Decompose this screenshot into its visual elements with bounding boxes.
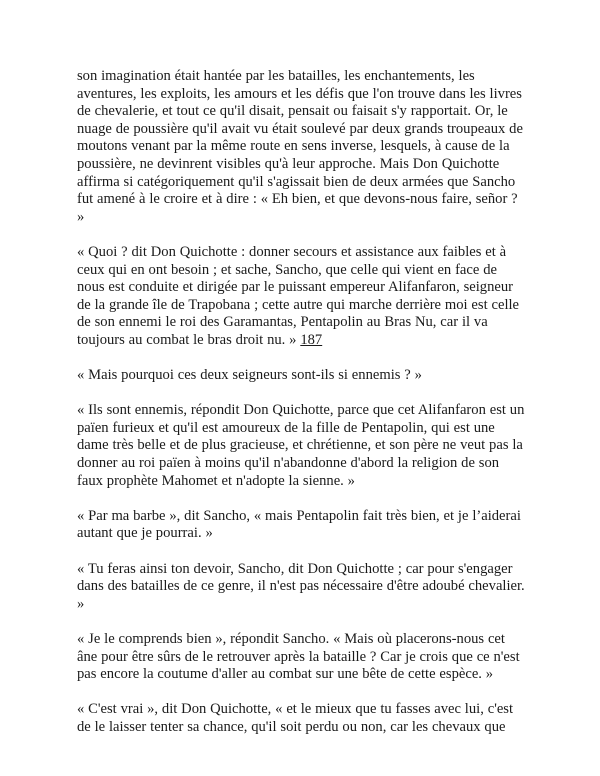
paragraph-2 bbox=[77, 244, 528, 350]
paragraph-5 bbox=[77, 508, 528, 543]
paragraph-1 bbox=[77, 68, 528, 226]
paragraph-text: « Tu feras ainsi ton devoir, Sancho, dit Don Quichotte ; car pour s'engager dans des batailles de ce genre, il n'est pas nécessaire d'être adoubé chevalier. » bbox=[77, 560, 525, 612]
paragraph-7 bbox=[77, 631, 528, 684]
paragraph-8 bbox=[77, 701, 528, 736]
paragraph-3 bbox=[77, 367, 528, 385]
paragraph-6 bbox=[77, 561, 528, 614]
paragraph-text: « C'est vrai », dit Don Quichotte, « et le mieux que tu fasses avec lui, c'est de le laisser tenter sa chance, qu'il soit perdu ou non, car les chevaux que bbox=[77, 701, 514, 735]
paragraph-text: « Quoi ? dit Don Quichotte : donner secours et assistance aux faibles et à ceux qui en ont besoin ; et sache, Sancho, que celle qui vient en face de nous est conduite et dirigée par le puissant empereur Alifanfaron, seigneur de la grande île de Trapobana ; cette autre qui marche derrière moi est celle de son ennemi le roi des Garamantas, Pentapolin au Bras Nu, car il va toujours au combat le bras droit nu. » bbox=[77, 243, 520, 348]
paragraph-text: « Je le comprends bien », répondit Sancho. « Mais où placerons-nous cet âne pour être sûrs de le retrouver après la bataille ? Car je crois que ce n'est pas encore la coutume d'aller au combat sur une bête de cette espèce. » bbox=[77, 631, 520, 683]
footnote-link-187[interactable]: 187 bbox=[300, 331, 323, 348]
paragraph-4 bbox=[77, 402, 528, 490]
paragraph-text: « Par ma barbe », dit Sancho, « mais Pentapolin fait très bien, et je l’aiderai autant que je pourrai. » bbox=[77, 507, 521, 542]
paragraph-text: « Ils sont ennemis, répondit Don Quichotte, parce que cet Alifanfaron est un païen furieux et qu'il est amoureux de la fille de Pentapolin, qui est une dame très belle et de plus gracieuse, et chrétienne, et son père ne veut pas la donner au roi païen à moins qu'il n'abandonne d'abord la religion de son faux prophète Mahomet et n'adopte la sienne. » bbox=[77, 402, 525, 489]
paragraph-text: « Mais pourquoi ces deux seigneurs sont-ils si ennemis ? » bbox=[77, 367, 422, 384]
document-page bbox=[77, 68, 528, 754]
paragraph-text: son imagination était hantée par les batailles, les enchantements, les aventures, les exploits, les amours et les défis que l'on trouve dans les livres de chevalerie, et tout ce qu'il disait, pensait ou faisait s'y rapportait. Or, le nuage de poussière qu'il avait vu était soulevé par deux grands troupeaux de moutons venant par la même route en sens inverse, lesquels, à cause de la poussière, ne devinrent visibles qu'à leur approche. Mais Don Quichotte affirma si catégoriquement qu'il s'agissait bien de deux armées que Sancho fut amené à le croire et à dire : « Eh bien, et que devons-nous faire, señor ? » bbox=[77, 68, 523, 225]
